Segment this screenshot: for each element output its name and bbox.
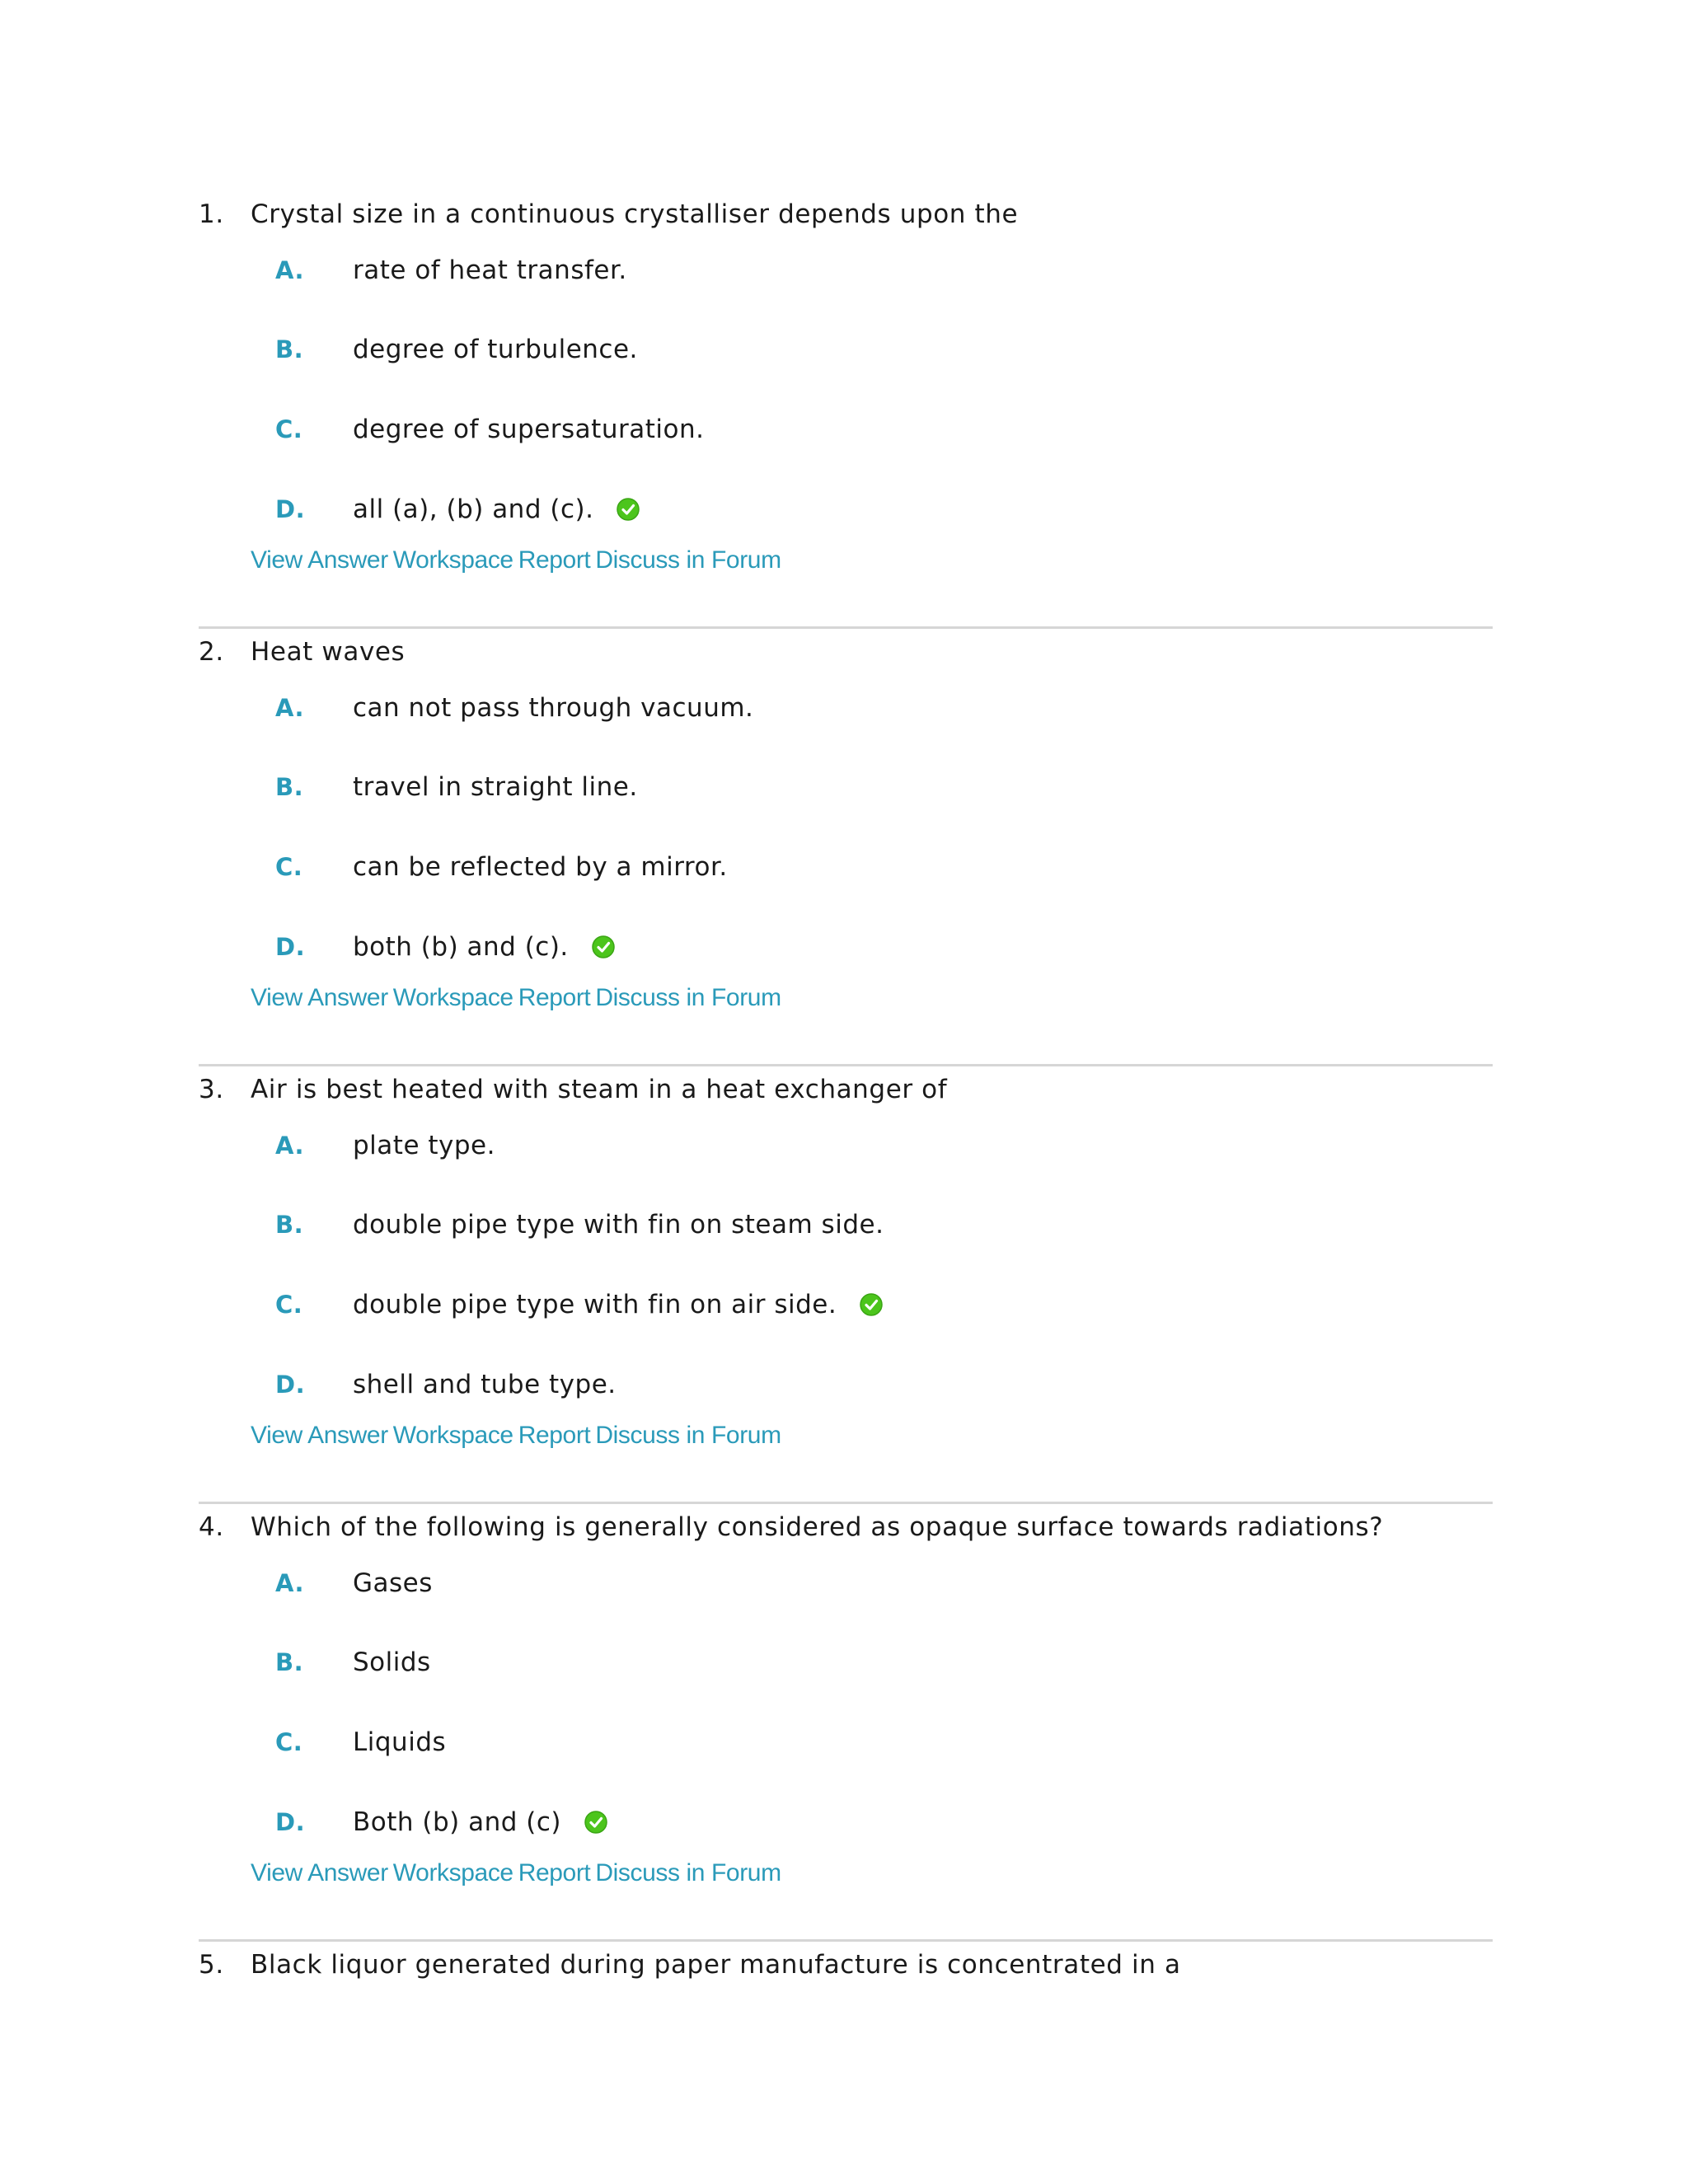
question-line <box>199 1507 1383 1547</box>
option-text: double pipe type with fin on air side. <box>353 1290 837 1319</box>
question-links <box>251 1855 786 1891</box>
divider <box>199 1064 1493 1066</box>
question-text: Which of the following is generally considered as opaque surface towards radiations? <box>251 1512 1384 1542</box>
option-d[interactable] <box>275 927 615 967</box>
discuss-link[interactable]: Discuss in Forum <box>595 984 781 1011</box>
option-b[interactable] <box>275 767 638 807</box>
option-letter: C. <box>275 415 303 443</box>
option-text: Solids <box>353 1647 431 1677</box>
option-c[interactable] <box>275 1285 883 1324</box>
workspace-link[interactable]: Workspace <box>392 1859 513 1886</box>
question-line <box>199 1945 1181 1985</box>
question-number: 3. <box>199 1075 224 1104</box>
discuss-link[interactable]: Discuss in Forum <box>595 546 781 574</box>
check-icon <box>592 935 615 958</box>
option-text: Both (b) and (c) <box>353 1807 562 1837</box>
question-text: Black liquor generated during paper manufacture is concentrated in a <box>251 1950 1181 1980</box>
option-text: can be reflected by a mirror. <box>353 852 728 882</box>
option-letter: A. <box>275 1132 304 1160</box>
option-text: shell and tube type. <box>353 1370 617 1399</box>
report-link[interactable]: Report <box>518 546 591 574</box>
question-text: Air is best heated with steam in a heat exchanger of <box>251 1075 948 1104</box>
view-answer-link[interactable]: View Answer <box>251 1422 388 1449</box>
option-d[interactable] <box>275 490 640 529</box>
option-text: rate of heat transfer. <box>353 255 627 285</box>
option-text: degree of supersaturation. <box>353 415 705 444</box>
view-answer-link[interactable]: View Answer <box>251 1859 388 1886</box>
option-letter: C. <box>275 853 303 881</box>
question-links <box>251 980 786 1016</box>
view-answer-link[interactable]: View Answer <box>251 546 388 574</box>
question-links <box>251 542 786 579</box>
option-letter: B. <box>275 773 304 801</box>
check-icon <box>860 1293 883 1316</box>
question-number: 4. <box>199 1512 224 1542</box>
divider <box>199 1502 1493 1504</box>
quiz-page <box>199 194 1493 2027</box>
option-letter: D. <box>275 1808 306 1836</box>
option-letter: A. <box>275 1569 304 1597</box>
report-link[interactable]: Report <box>518 1859 591 1886</box>
option-c[interactable] <box>275 847 728 887</box>
question-number: 2. <box>199 637 224 667</box>
option-letter: C. <box>275 1728 303 1756</box>
option-letter: B. <box>275 1211 304 1239</box>
option-text: Liquids <box>353 1727 447 1757</box>
option-text: degree of turbulence. <box>353 335 638 364</box>
option-a[interactable] <box>275 251 627 290</box>
option-letter: D. <box>275 933 306 961</box>
question-4 <box>199 1507 1493 1945</box>
question-line <box>199 632 405 672</box>
option-letter: D. <box>275 495 306 523</box>
option-a[interactable] <box>275 1126 495 1165</box>
option-d[interactable] <box>275 1365 617 1404</box>
option-text: Gases <box>353 1568 433 1598</box>
option-text: both (b) and (c). <box>353 932 569 962</box>
option-letter: A. <box>275 256 304 284</box>
option-letter: A. <box>275 694 304 722</box>
option-a[interactable] <box>275 688 753 728</box>
option-b[interactable] <box>275 330 638 369</box>
option-text: plate type. <box>353 1131 495 1160</box>
divider <box>199 1939 1493 1942</box>
question-links <box>251 1418 786 1454</box>
check-icon <box>617 498 640 521</box>
report-link[interactable]: Report <box>518 1422 591 1449</box>
option-letter: D. <box>275 1371 306 1399</box>
option-d[interactable] <box>275 1802 607 1842</box>
question-text: Crystal size in a continuous crystalliser depends upon the <box>251 199 1019 229</box>
option-b[interactable] <box>275 1643 431 1682</box>
question-number: 5. <box>199 1950 224 1980</box>
option-c[interactable] <box>275 1722 446 1762</box>
option-text: all (a), (b) and (c). <box>353 494 594 524</box>
question-text: Heat waves <box>251 637 406 667</box>
view-answer-link[interactable]: View Answer <box>251 984 388 1011</box>
option-c[interactable] <box>275 410 704 449</box>
question-number: 1. <box>199 199 224 229</box>
discuss-link[interactable]: Discuss in Forum <box>595 1422 781 1449</box>
discuss-link[interactable]: Discuss in Forum <box>595 1859 781 1886</box>
question-2 <box>199 632 1493 1070</box>
workspace-link[interactable]: Workspace <box>392 984 513 1011</box>
question-5 <box>199 1945 1493 2027</box>
option-letter: C. <box>275 1291 303 1319</box>
option-b[interactable] <box>275 1205 884 1244</box>
option-letter: B. <box>275 335 304 363</box>
option-text: double pipe type with fin on steam side. <box>353 1210 884 1240</box>
question-1 <box>199 194 1493 632</box>
workspace-link[interactable]: Workspace <box>392 1422 513 1449</box>
report-link[interactable]: Report <box>518 984 591 1011</box>
option-a[interactable] <box>275 1563 433 1603</box>
divider <box>199 626 1493 629</box>
workspace-link[interactable]: Workspace <box>392 546 513 574</box>
question-line <box>199 194 1018 234</box>
option-letter: B. <box>275 1648 304 1676</box>
option-text: can not pass through vacuum. <box>353 693 754 723</box>
question-3 <box>199 1070 1493 1507</box>
question-line <box>199 1070 947 1109</box>
option-text: travel in straight line. <box>353 772 638 802</box>
check-icon <box>584 1811 607 1834</box>
